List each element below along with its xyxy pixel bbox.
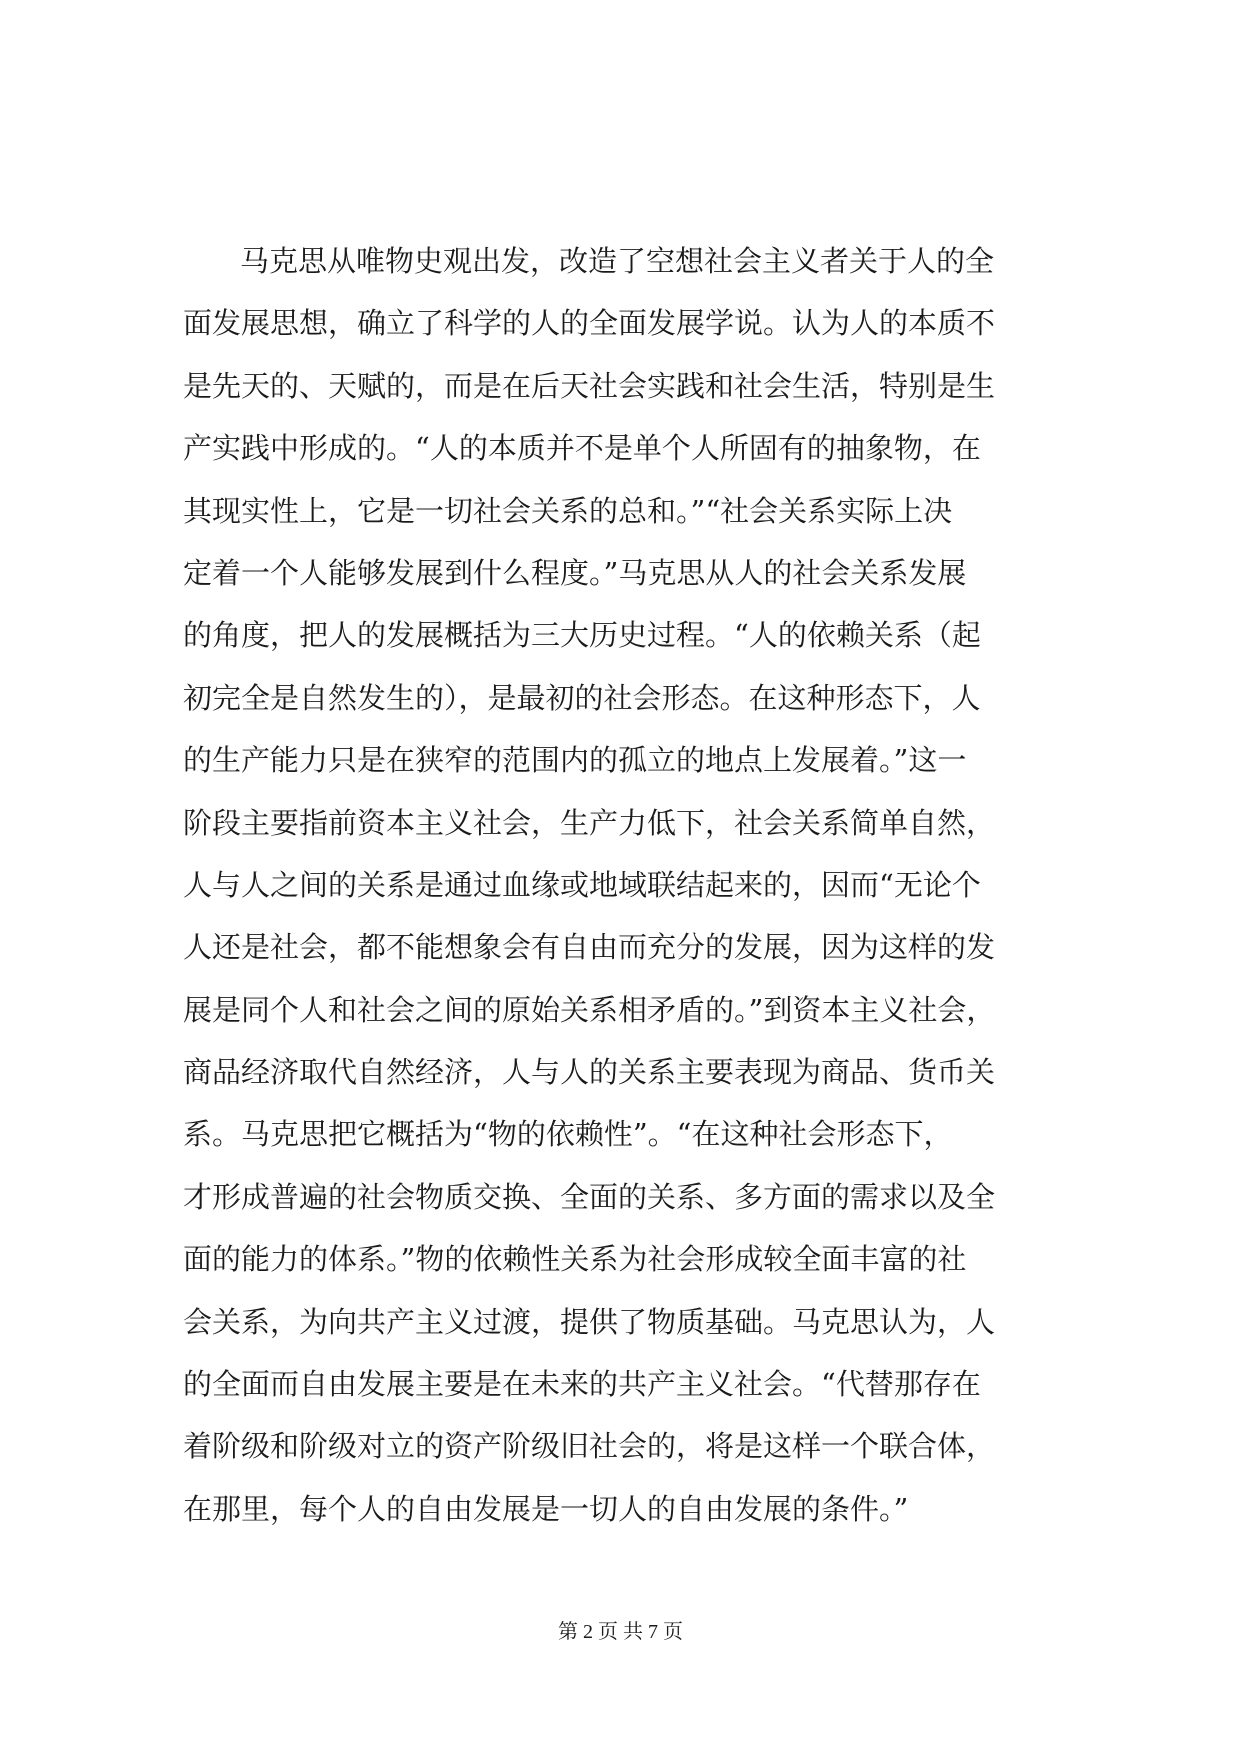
paragraph-line: 人与人之间的关系是通过血缘或地域联结起来的，因而“无论个 xyxy=(183,867,981,902)
page-footer: 第 2 页 共 7 页 xyxy=(558,1621,683,1643)
paragraph-line: 商品经济取代自然经济，人与人的关系主要表现为商品、货币关 xyxy=(183,1055,996,1090)
paragraph-line: 面的能力的体系。”物的依赖性关系为社会形成较全面丰富的社 xyxy=(183,1242,967,1277)
paragraph xyxy=(183,230,1083,1540)
paragraph-line: 着阶级和阶级对立的资产阶级旧社会的，将是这样一个联合体， xyxy=(183,1429,996,1464)
paragraph-line: 人还是社会，都不能想象会有自由而充分的发展，因为这样的发 xyxy=(183,930,996,965)
paragraph-line: 定着一个人能够发展到什么程度。”马克思从人的社会关系发展 xyxy=(183,555,967,590)
paragraph-line: 的角度，把人的发展概括为三大历史过程。“人的依赖关系（起 xyxy=(183,618,981,653)
paragraph-line: 初完全是自然发生的），是最初的社会形态。在这种形态下，人 xyxy=(183,680,981,715)
paragraph-line: 会关系，为向共产主义过渡，提供了物质基础。马克思认为，人 xyxy=(183,1304,996,1339)
paragraph-line: 产实践中形成的。“人的本质并不是单个人所固有的抽象物，在 xyxy=(183,431,981,466)
paragraph-line: 其现实性上，它是一切社会关系的总和。”“社会关系实际上决 xyxy=(183,493,953,528)
paragraph-line: 的全面而自由发展主要是在未来的共产主义社会。“代替那存在 xyxy=(183,1367,981,1402)
paragraph-line: 在那里，每个人的自由发展是一切人的自由发展的条件。” xyxy=(183,1491,909,1526)
paragraph-line: 马克思从唯物史观出发，改造了空想社会主义者关于人的全 xyxy=(240,244,995,278)
paragraph-line: 是先天的、天赋的，而是在后天社会实践和社会生活，特别是生 xyxy=(183,368,996,403)
paragraph-line: 系。马克思把它概括为“物的依赖性”。“在这种社会形态下， xyxy=(183,1117,953,1152)
paragraph-line: 才形成普遍的社会物质交换、全面的关系、多方面的需求以及全 xyxy=(183,1179,996,1214)
paragraph-line: 阶段主要指前资本主义社会，生产力低下，社会关系简单自然， xyxy=(183,805,996,840)
paragraph-line: 展是同个人和社会之间的原始关系相矛盾的。”到资本主义社会， xyxy=(183,992,996,1027)
paragraph-line: 面发展思想，确立了科学的人的全面发展学说。认为人的本质不 xyxy=(183,306,996,341)
paragraph-line: 的生产能力只是在狭窄的范围内的孤立的地点上发展着。”这一 xyxy=(183,743,967,778)
